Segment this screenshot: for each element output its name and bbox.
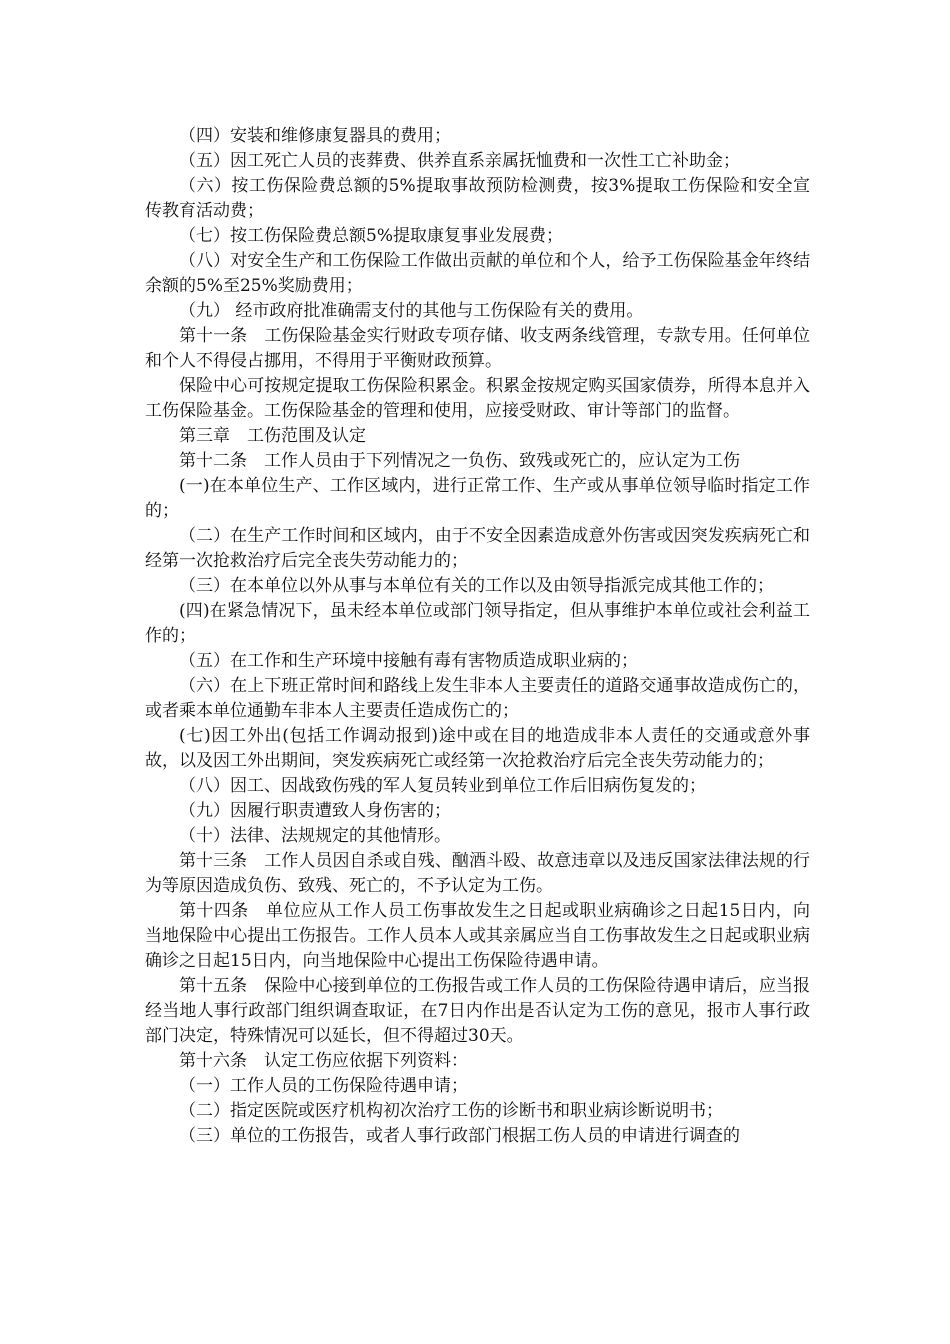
paragraph: （五）在工作和生产环境中接触有毒有害物质造成职业病的； (179, 651, 638, 671)
paragraph: （九） 经市政府批准确需支付的其他与工伤保险有关的费用。 (179, 301, 644, 321)
paragraph: （七）按工伤保险费总额5%提取康复事业发展费； (179, 226, 563, 246)
paragraph: （二）指定医院或医疗机构初次治疗工伤的诊断书和职业病诊断说明书； (179, 1101, 723, 1121)
article-paragraph: 第十五条 保险中心接到单位的工伤报告或工作人员的工伤保险待遇申请后，应当报经当地人事行政部门组织调查取证，在7日内作出是否认定为工伤的意见，报市人事行政部门决定，特殊情况可以延长，但不得超过30天。 (145, 976, 810, 1046)
paragraph: （四）安装和维修康复器具的费用； (179, 126, 451, 146)
paragraph: （三）在本单位以外从事与本单位有关的工作以及由领导指派完成其他工作的； (179, 576, 774, 596)
paragraph: （十）法律、法规规定的其他情形。 (179, 826, 451, 846)
paragraph: 保险中心可按规定提取工伤保险积累金。积累金按规定购买国家债券，所得本息并入工伤保险基金。工伤保险基金的管理和使用，应接受财政、审计等部门的监督。 (145, 376, 810, 421)
paragraph: (四)在紧急情况下，虽未经本单位或部门领导指定，但从事维护本单位或社会利益工作的； (145, 601, 810, 646)
paragraph: (一)在本单位生产、工作区域内，进行正常工作、生产或从事单位领导临时指定工作的； (145, 476, 810, 521)
paragraph: （五）因工死亡人员的丧葬费、供养直系亲属抚恤费和一次性工亡补助金； (179, 151, 740, 171)
document-body (145, 124, 810, 1149)
paragraph: （六）在上下班正常时间和路线上发生非本人主要责任的道路交通事故造成伤亡的，或者乘本单位通勤车非本人主要责任造成伤亡的； (145, 676, 810, 721)
article-paragraph: 第十二条 工作人员由于下列情况之一负伤、致残或死亡的，应认定为工伤 (179, 451, 740, 471)
article-paragraph: 第十四条 单位应从工作人员工伤事故发生之日起或职业病确诊之日起15日内，向当地保险中心提出工伤报告。工作人员本人或其亲属应当自工伤事故发生之日起或职业病确诊之日起15日内，向当地保险中心提出工伤保险待遇申请。 (145, 901, 810, 971)
paragraph: （一）工作人员的工伤保险待遇申请； (179, 1076, 468, 1096)
chapter-heading: 第三章 工伤范围及认定 (179, 426, 366, 446)
paragraph: （八）对安全生产和工伤保险工作做出贡献的单位和个人，给予工伤保险基金年终结余额的5%至25%奖励费用； (145, 251, 810, 296)
article-paragraph: 第十六条 认定工伤应依据下列资料： (179, 1051, 468, 1071)
paragraph: （八）因工、因战致伤残的军人复员转业到单位工作后旧病伤复发的； (179, 776, 706, 796)
article-paragraph: 第十三条 工作人员因自杀或自残、酗酒斗殴、故意违章以及违反国家法律法规的行为等原因造成负伤、致残、死亡的，不予认定为工伤。 (145, 851, 810, 896)
paragraph: （二）在生产工作时间和区域内，由于不安全因素造成意外伤害或因突发疾病死亡和经第一次抢救治疗后完全丧失劳动能力的； (145, 526, 810, 571)
article-paragraph: 第十一条 工伤保险基金实行财政专项存储、收支两条线管理，专款专用。任何单位和个人不得侵占挪用，不得用于平衡财政预算。 (145, 326, 810, 371)
paragraph: （三）单位的工伤报告，或者人事行政部门根据工伤人员的申请进行调查的 (179, 1126, 740, 1146)
paragraph: (七)因工外出(包括工作调动报到)途中或在目的地造成非本人责任的交通或意外事故，以及因工外出期间，突发疾病死亡或经第一次抢救治疗后完全丧失劳动能力的； (145, 726, 810, 771)
paragraph: （六）按工伤保险费总额的5%提取事故预防检测费，按3%提取工伤保险和安全宣传教育活动费； (145, 176, 810, 221)
paragraph: （九）因履行职责遭致人身伤害的； (179, 801, 451, 821)
